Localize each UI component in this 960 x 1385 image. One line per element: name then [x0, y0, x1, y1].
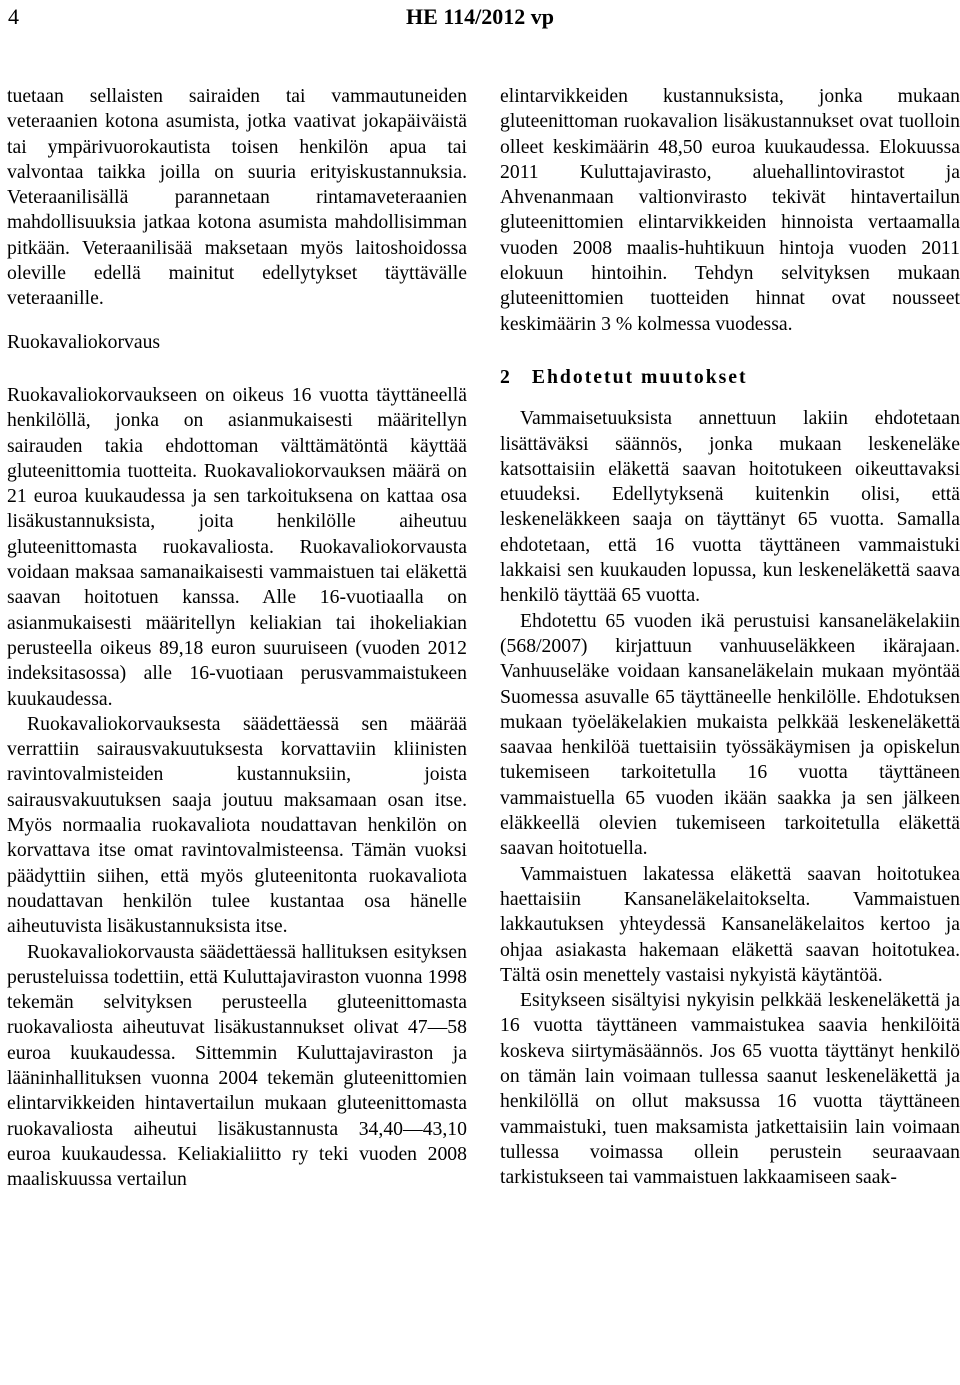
- section-number: 2: [500, 365, 510, 388]
- right-paragraph-3: Ehdotettu 65 vuoden ikä perustuisi kansaneläkelakiin (568/2007) kirjattuun vanhuuseläkkeen ikärajaan. Vanhuuseläke voidaan kansaneläkelain mukaan myöntää Suomessa asuvalle 65 täyttäneelle henkilölle. Ehdotuksen mukaan työeläkelakien mukaista pelkkää leskeneläkettä saavaa henkilöä tuettaisiin työssäkäymisen ja opiskelun tukemiseen tarkoitetulla 16 vuotta täyttäneen vammaistuella 65 vuoden ikään saakka ja sen jälkeen eläkkeellä olevien tukemiseen tarkoitetulla eläkettä saavan hoitotuella.: [500, 609, 960, 860]
- left-paragraph-2: Ruokavaliokorvaukseen on oikeus 16 vuotta täyttäneellä henkilöllä, jonka on asianmukaisesti määritellyn sairauden takia ehdottoman välttämätöntä käyttää gluteenittomia tuotteita. Ruokavaliokorvauksen määrä on 21 euroa kuukaudessa ja sen tarkoituksena on kattaa osa lisäkustannuksista, joita henkilölle aiheutuu gluteenittomasta ruokavaliosta. Ruokavaliokorvausta voidaan maksaa samanaikaisesti vammaistuen tai eläkettä saavan hoitotuen kanssa. Alle 16-vuotiaalla on asianmukaisesti määritellyn keliakian tai ihokeliakian perusteella oikeus 89,18 euron suuruiseen (vuoden 2012 indeksitasossa) alle 16-vuotiaan perusvammaistukeen kuukaudessa.: [7, 383, 467, 710]
- left-column: [7, 84, 467, 1192]
- right-paragraph-4: Vammaistuen lakatessa eläkettä saavan hoitotukea haettaisiin Kansaneläkelaitokselta. Vammaistuen lakkautuksen yhteydessä Kansaneläkelaitos kertoo ja ohjaa asiakasta hakemaan eläkettä saavan hoitotukea. Tältä osin menettely vastaisi nykyistä käytäntöä.: [500, 862, 960, 986]
- section-heading: [500, 365, 960, 390]
- right-paragraph-5: Esitykseen sisältyisi nykyisin pelkkää leskeneläkettä ja 16 vuotta täyttäneen vammaistukea saavia henkilöitä koskeva siirtymäsäännös. Jos 65 vuotta täyttänyt henkilö on tämän lain voimaan tullessa saanut leskeneläkettä ja henkilöllä on ollut maksussa 16 vuotta täyttäneen vammaistuki, tuen maksamista jatkettaisiin lain voimaan tullessa voimassa ollein perustein seuraavaan tarkistukseen tai vammaistuen lakkaamiseen saak-: [500, 989, 960, 1189]
- section-title: Ehdotetut muutokset: [531, 365, 748, 388]
- page-header: [0, 0, 960, 36]
- document-id: HE 114/2012 vp: [406, 4, 554, 29]
- subheading-ruokavaliokorvaus: Ruokavaliokorvaus: [7, 330, 161, 353]
- right-paragraph-2: Vammaisetuuksista annettuun lakiin ehdotetaan lisättäväksi säännös, jonka mukaan leskeneläke katsottaisiin eläkettä saavan hoitotukeen oikeuttavaksi etuudeksi. Edellytyksenä kuitenkin olisi, että leskeneläkkeen saaja on täyttänyt 65 vuotta. Samalla ehdotetaan, että 16 vuotta täyttäneen vammaistuki lakkaisi sen kuukauden lopussa, kun leskeneläkettä saava henkilö täyttää 65 vuotta.: [500, 407, 960, 607]
- left-paragraph-3: Ruokavaliokorvauksesta säädettäessä sen määrää verrattiin sairausvakuutuksesta korvattaviin kliinisten ravintovalmisteiden kustannuksiin, joista sairausvakuutuksen saaja joutuu maksamaan osan itse. Myös normaalia ruokavaliota noudattavan henkilön on korvattava itse omat ravintovalmisteensa. Tämän vuoksi päädyttiin siihen, että myös gluteenitonta ruokavaliota noudattavan henkilön tulee kustantaa osa hänelle aiheutuvista lisäkustannuksista itse.: [7, 712, 467, 938]
- left-paragraph-1: tuetaan sellaisten sairaiden tai vammautuneiden veteraanien kotona asumista, jotka vaativat jokapäiväistä tai ympärivuorokautista toisen henkilön apua tai valvontaa taikka joilla on suuria erityiskustannuksia. Veteraanilisällä parannetaan rintamaveteraanien mahdollisuuksia jatkaa kotona asumista mahdollisimman pitkään. Veteraanilisää maksetaan myös laitoshoidossa oleville edellä mainitut edellytykset täyttävälle veteraanille.: [7, 85, 467, 310]
- right-column: [500, 84, 960, 1190]
- page-number: 4: [8, 4, 19, 29]
- left-paragraph-4: Ruokavaliokorvausta säädettäessä hallituksen esityksen perusteluissa todettiin, että Kuluttajaviraston vuonna 1998 tekemän selvityksen perusteella gluteenittomasta ruokavaliosta aiheutuvat lisäkustannukset olivat 47—58 euroa kuukaudessa. Sittemmin Kuluttajaviraston ja lääninhallituksen vuonna 2004 tekemän gluteenittomien elintarvikkeiden hintavertailun mukaan gluteenittomasta ruokavaliosta aiheutui lisäkustannusta 34,40—43,10 euroa kuukaudessa. Keliakialiitto ry teki vuoden 2008 maaliskuussa vertailun: [7, 940, 467, 1191]
- right-paragraph-1: elintarvikkeiden kustannuksista, jonka mukaan gluteenittoman ruokavalion lisäkustannukset ovat tuolloin olleet keskimäärin 48,50 euroa kuukaudessa. Elokuussa 2011 Kuluttajavirasto, aluehallintovirastot ja Ahvenanmaan valtionvirasto tekivät hintavertailun gluteenittomien elintarvikkeiden hinnoista vertaamalla vuoden 2008 maalis-huhtikuun hintoja vuoden 2011 elokuun hintoihin. Tehdyn selvityksen mukaan gluteenittomien tuotteiden hinnat ovat nousseet keskimäärin 3 % kolmessa vuodessa.: [500, 85, 960, 335]
